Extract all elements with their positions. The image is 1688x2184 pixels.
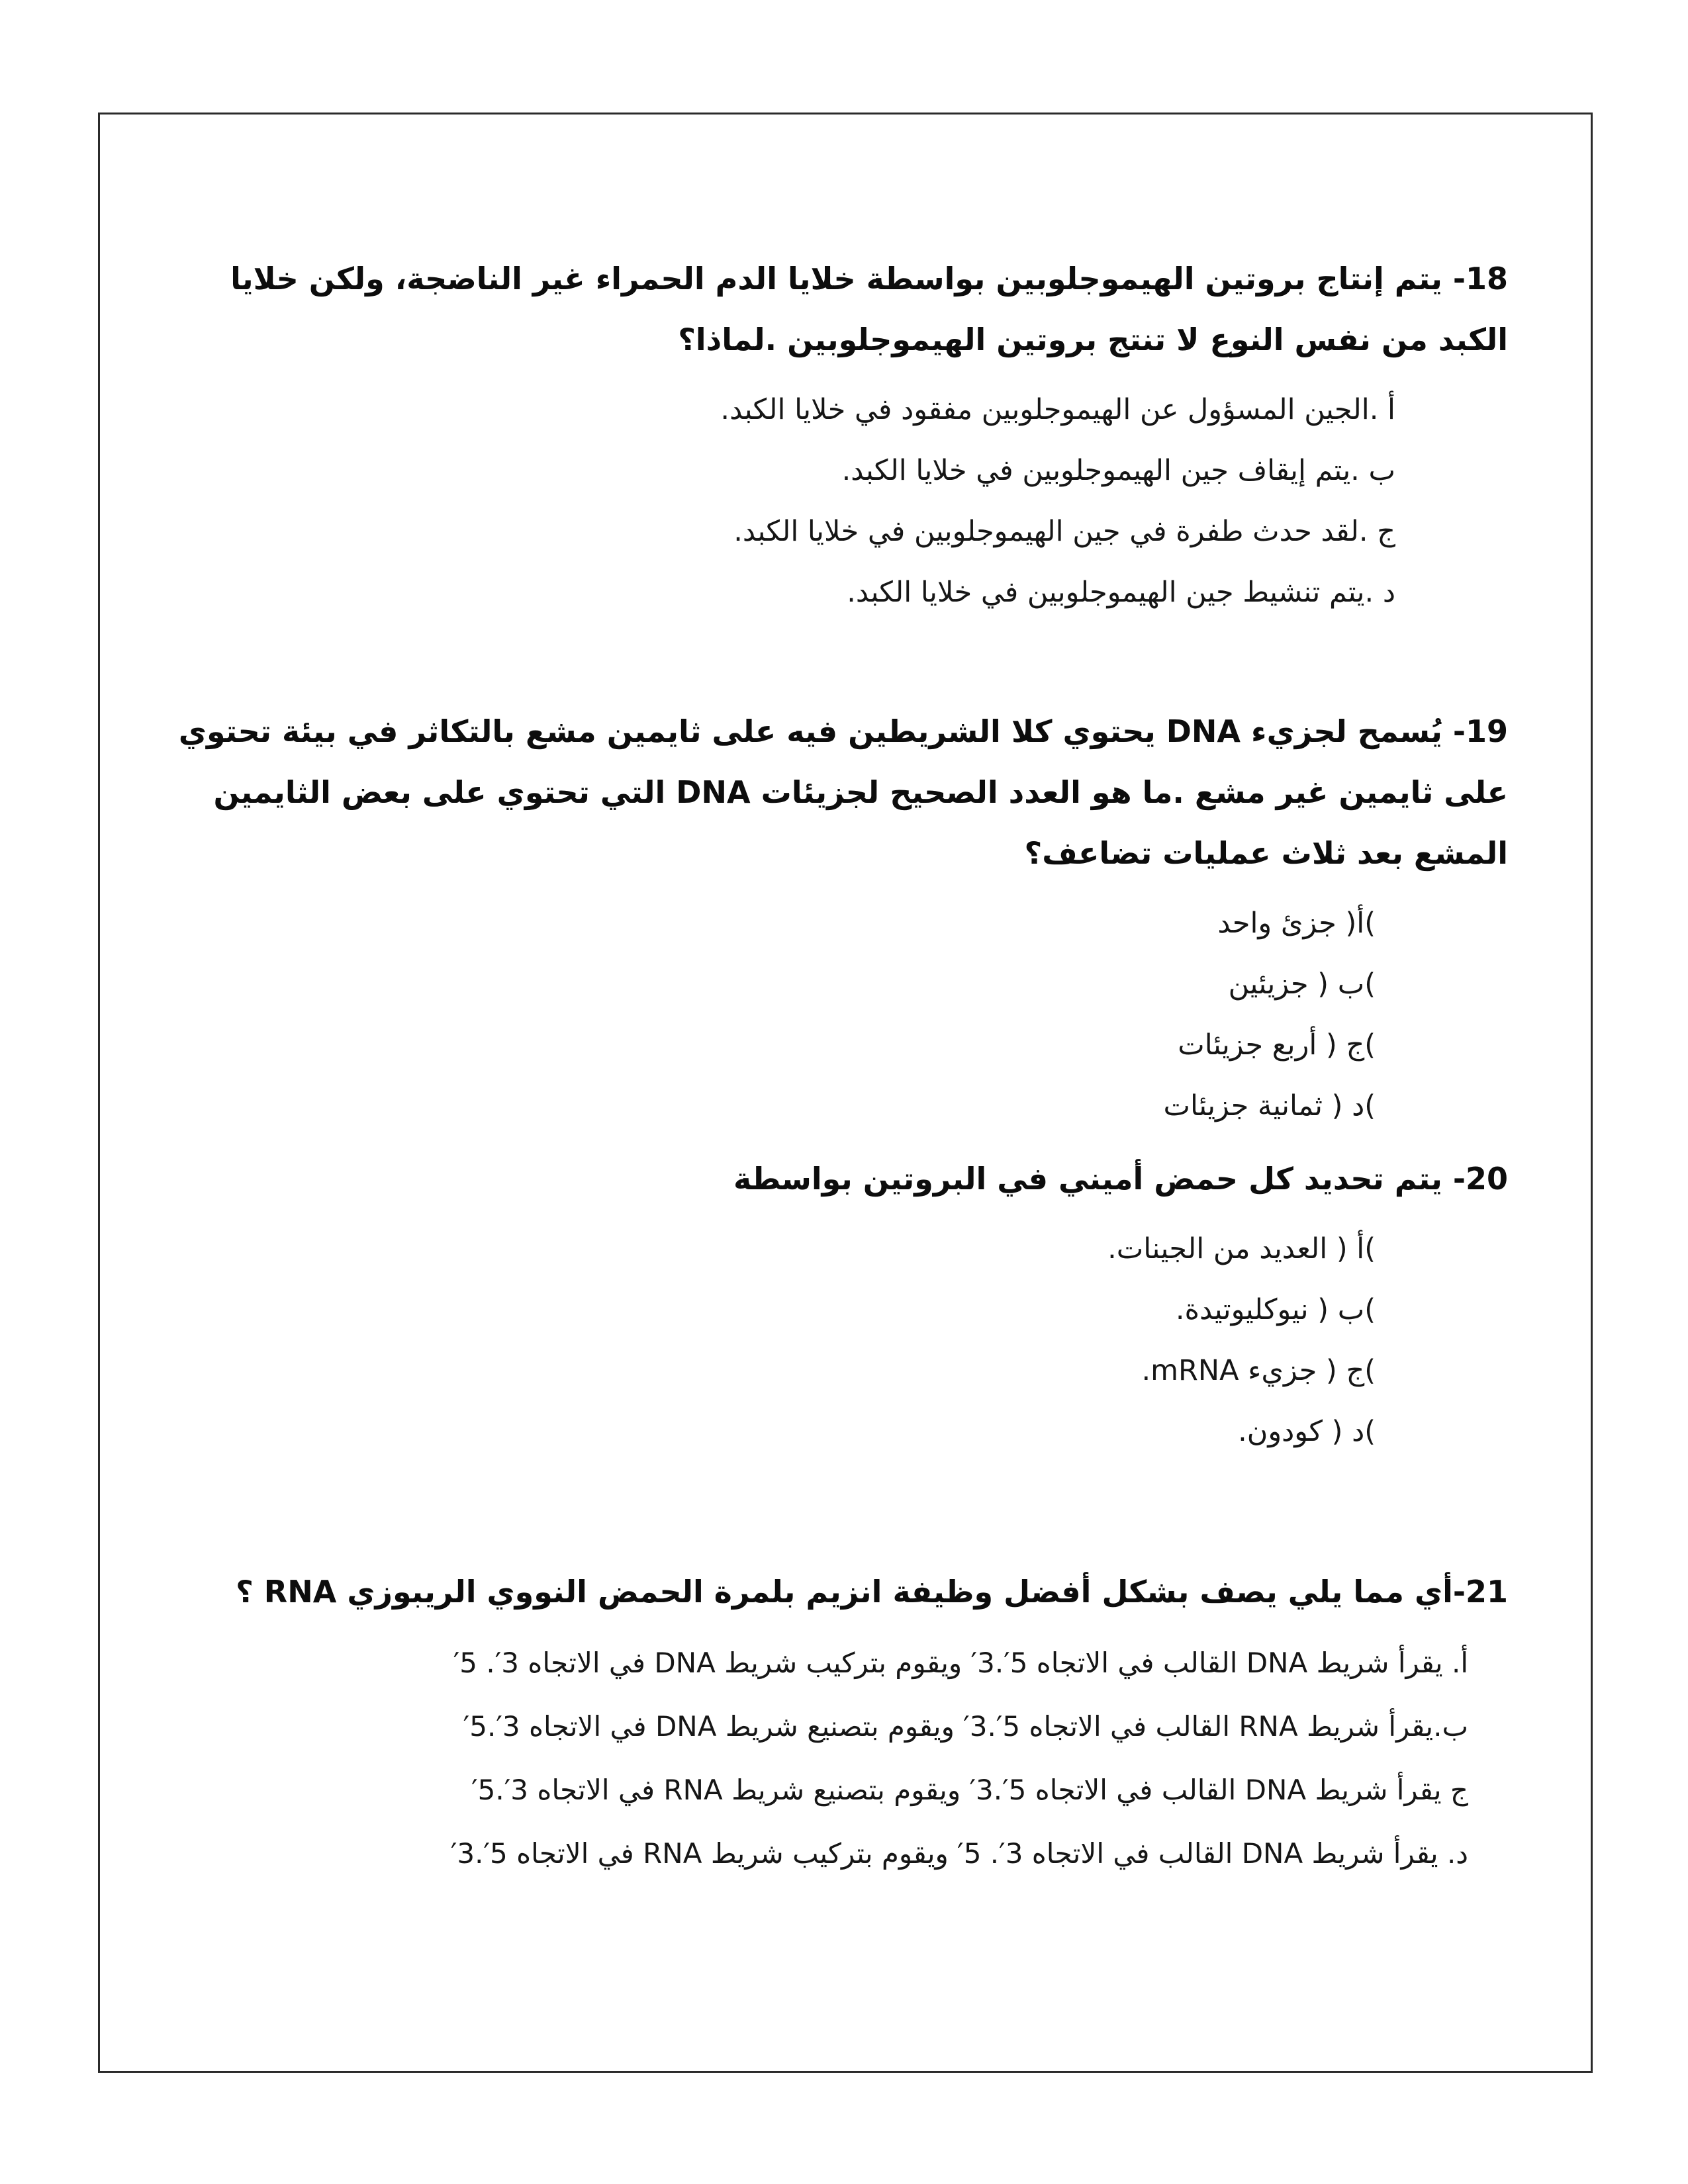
question-19-stem: 19- يُسمح لجزيء DNA يحتوي كلا الشريطين فيه على ثايمين مشع بالتكاثر في بيئة تحتوي على ثايمين غير مشع .ما هو العدد الصحيح لجزيئات DNA التي تحتوي على بعض الثايمين المشع بعد ثلاث عمليات تضاعف؟	[178, 713, 1508, 871]
question-19-option-d: )د ( ثمانية جزيئات	[1163, 1089, 1376, 1122]
question-21-option-c: ج يقرأ شريط DNA القالب في الاتجاه 5′.3′ ويقوم بتصنيع شريط RNA في الاتجاه 3′.5′	[471, 1774, 1468, 1806]
question-18-options	[164, 379, 1508, 623]
question-20-options	[164, 1218, 1508, 1462]
question-21-option-d: د. يقرأ شريط DNA القالب في الاتجاه 3′. 5′ ويقوم بتركيب شريط RNA في الاتجاه 5′.3′	[450, 1837, 1468, 1870]
question-19-option-a: )أ( جزئ واحد	[1217, 907, 1376, 940]
question-19-option-b: )ب ( جزيئين	[1228, 968, 1376, 1001]
question-21-options	[164, 1631, 1508, 1886]
question-21	[164, 1561, 1508, 1886]
page-content	[164, 248, 1508, 1886]
question-19	[164, 701, 1508, 1136]
question-18-option-b: ب .يتم إيقاف جين الهيموجلوبين في خلايا الكبد.	[841, 454, 1395, 487]
question-20-option-c: )ج ( جزيء mRNA.	[1141, 1354, 1376, 1387]
question-18-option-d: د .يتم تنشيط جين الهيموجلوبين في خلايا الكبد.	[847, 576, 1395, 609]
question-18-option-c: ج .لقد حدث طفرة في جين الهيموجلوبين في خلايا الكبد.	[733, 515, 1395, 548]
question-18-stem: 18- يتم إنتاج بروتين الهيموجلوبين بواسطة خلايا الدم الحمراء غير الناضجة، ولكن خلايا الكبد من نفس النوع لا تنتج بروتين الهيموجلوبين .لماذا؟	[230, 261, 1508, 357]
question-20-option-a: )أ ( العديد من الجينات.	[1107, 1232, 1376, 1265]
question-21-option-b: ب.يقرأ شريط RNA القالب في الاتجاه 5′.3′ ويقوم بتصنيع شريط DNA في الاتجاه 3′.5′	[463, 1710, 1468, 1743]
question-20-option-d: )د ( كودون.	[1238, 1415, 1376, 1448]
question-19-options	[164, 893, 1508, 1136]
question-19-option-c: )ج ( أربع جزيئات	[1178, 1028, 1376, 1062]
question-20-option-b: )ب ( نيوكليوتيدة.	[1175, 1293, 1376, 1326]
question-20	[164, 1148, 1508, 1462]
question-21-option-a: أ. يقرأ شريط DNA القالب في الاتجاه 5′.3′ ويقوم بتركيب شريط DNA في الاتجاه 3′. 5′	[453, 1647, 1468, 1679]
question-21-stem: 21-أي مما يلي يصف بشكل أفضل وظيفة انزيم بلمرة الحمض النووي الريبوزي RNA ؟	[236, 1574, 1508, 1610]
question-18	[164, 248, 1508, 623]
question-18-option-a: أ .الجين المسؤول عن الهيموجلوبين مفقود في خلايا الكبد.	[720, 393, 1395, 426]
question-20-stem: 20- يتم تحديد كل حمض أميني في البروتين بواسطة	[733, 1161, 1508, 1197]
